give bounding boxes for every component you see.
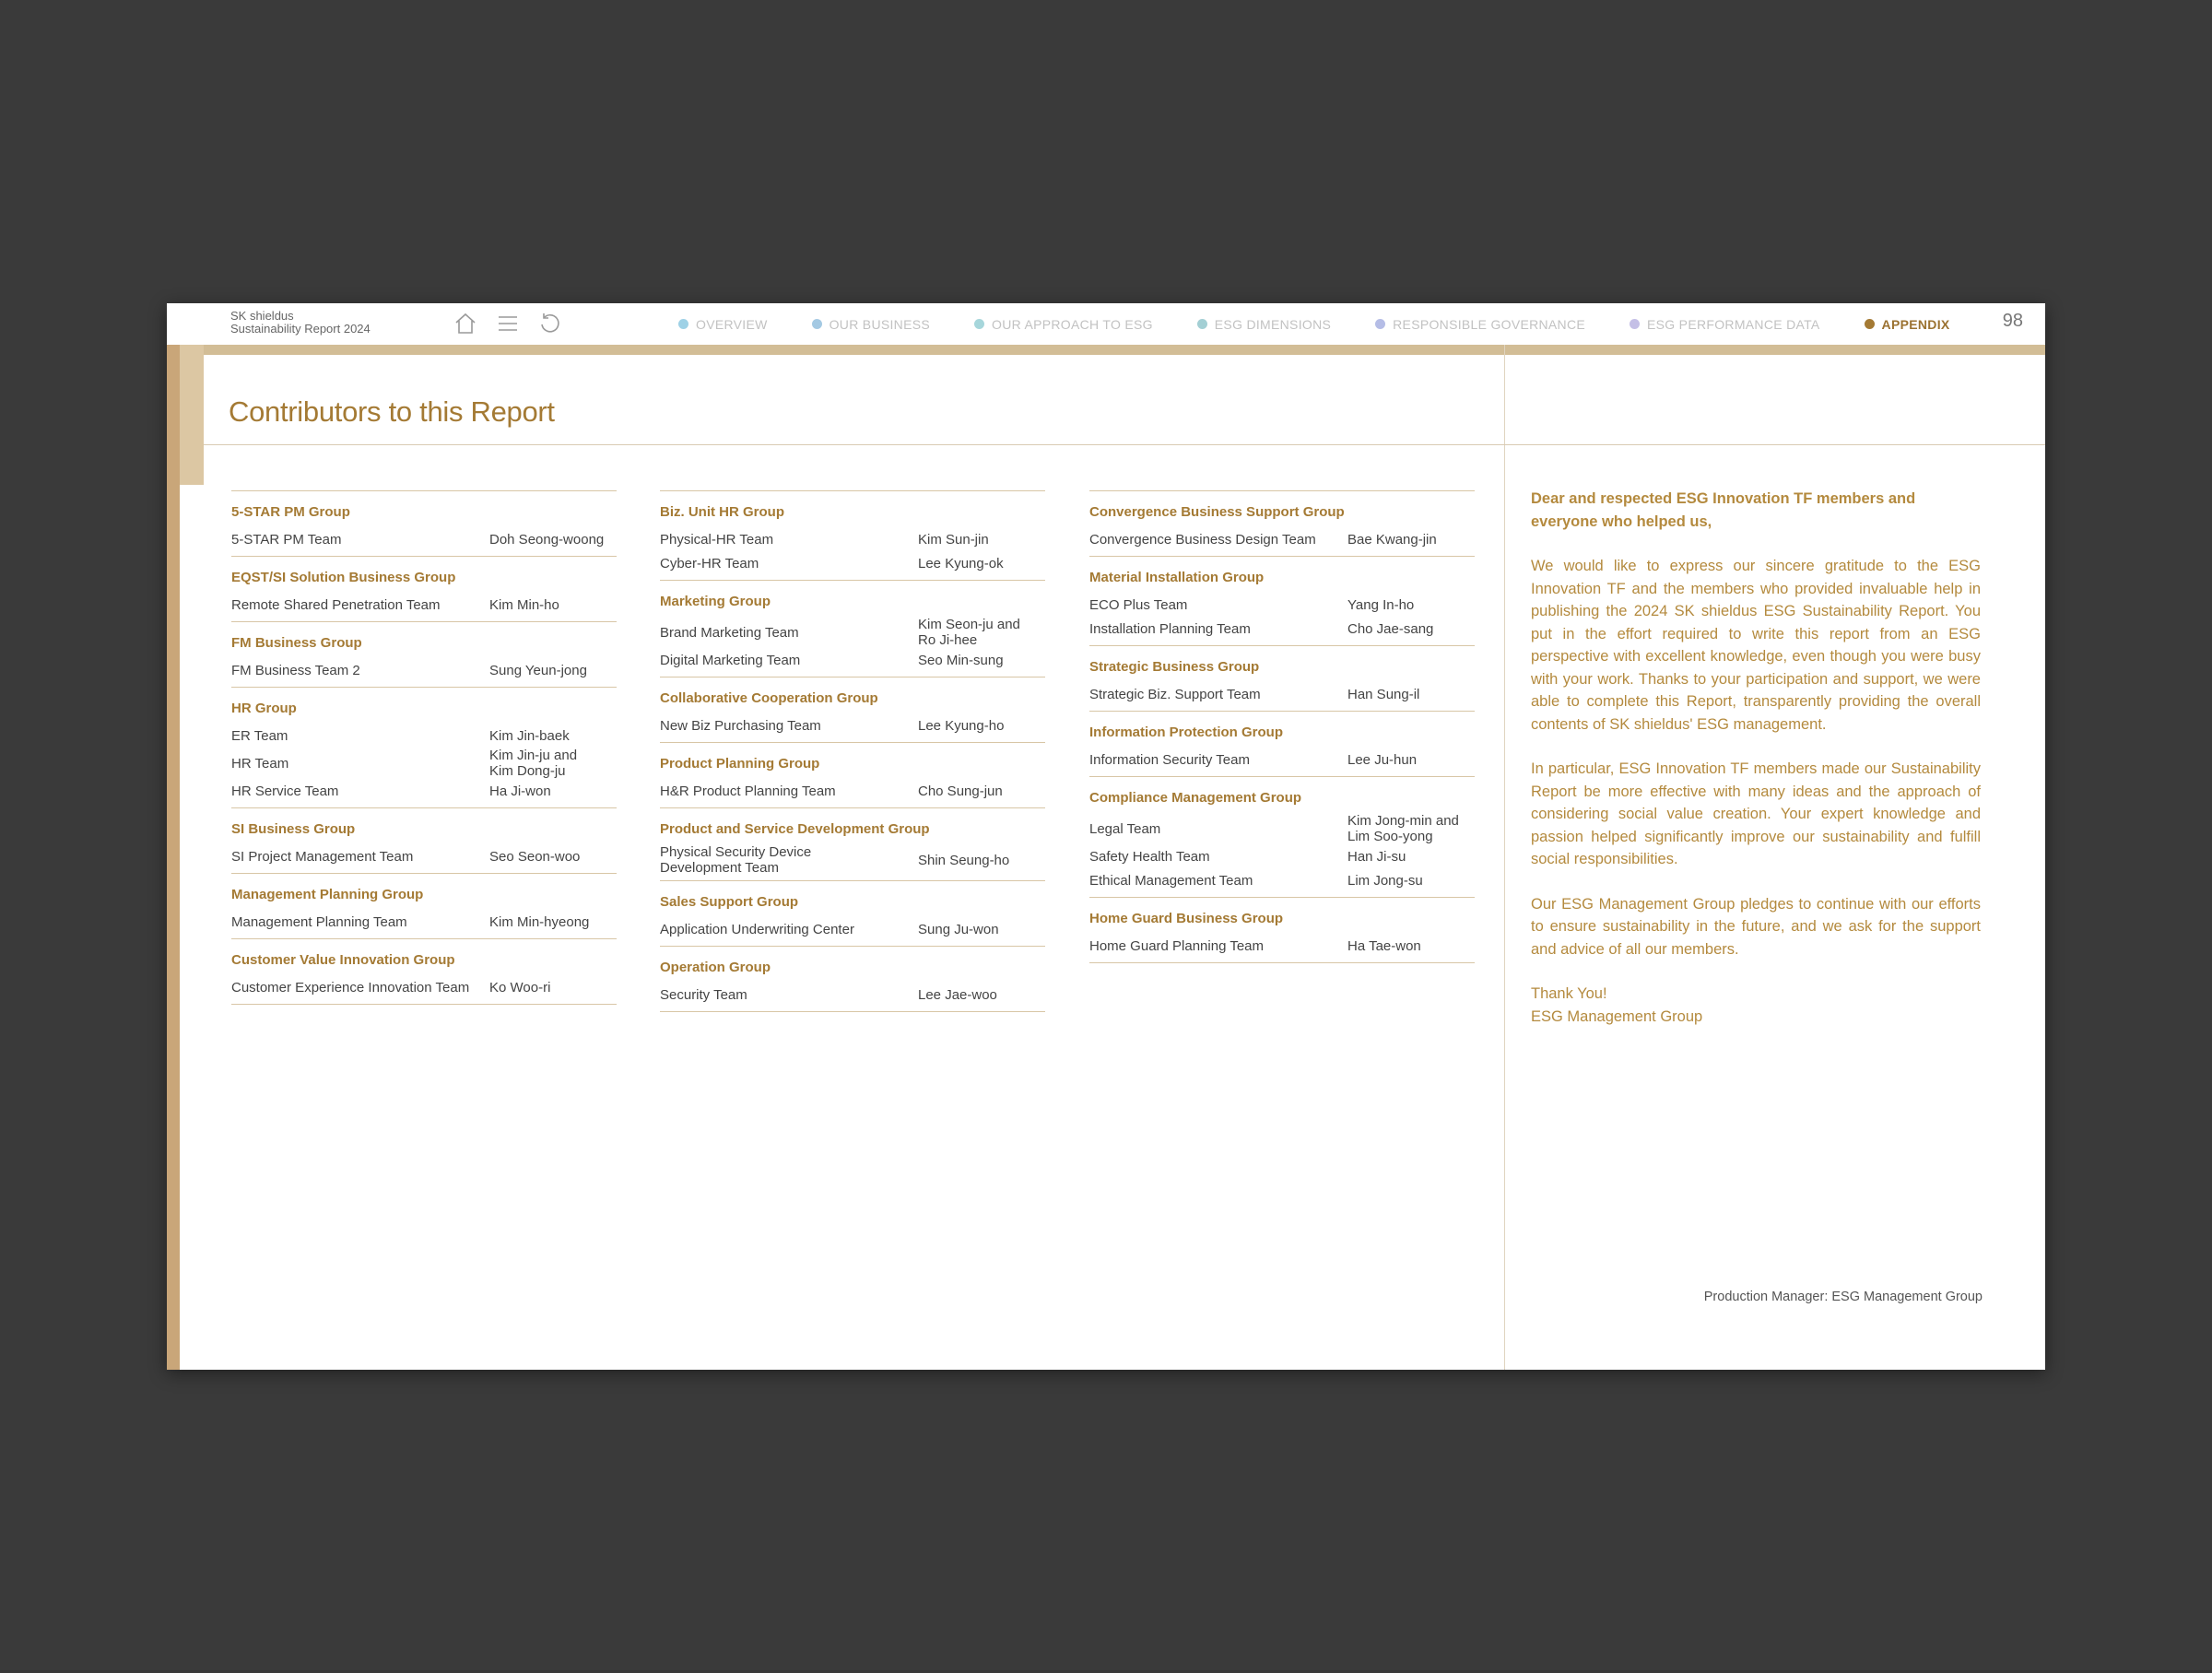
message-greeting: Dear and respected ESG Innovation TF members and everyone who helped us, [1531,490,1916,530]
contributor-name: Kim Jin-ju and Kim Dong-ju [489,748,578,779]
team-name: FM Business Team 2 [231,662,360,678]
menu-dot-icon [1865,319,1875,329]
team-name: Brand Marketing Team [660,624,799,641]
menu-item-label: ESG DIMENSIONS [1214,316,1332,332]
contributor-name: Sung Ju-won [918,921,999,937]
group-name: Biz. Unit HR Group [660,504,784,520]
contributor-row [231,593,617,617]
group-name: Sales Support Group [660,894,799,910]
contributor-name: Kim Jin-baek [489,727,570,744]
team-name: Installation Planning Team [1089,620,1251,637]
group-name: Marketing Group [660,594,771,609]
group-name: Product Planning Group [660,756,820,772]
team-name: Legal Team [1089,820,1161,837]
menu-dot-icon [678,319,688,329]
group-name: Convergence Business Support Group [1089,504,1345,520]
contributor-row [660,844,1045,876]
contributor-group [1089,776,1475,897]
contributor-name: Cho Sung-jun [918,783,1003,799]
contributor-group [231,556,617,621]
contributor-row [1089,868,1475,892]
contributor-row [231,527,617,551]
group-name: Product and Service Development Group [660,821,930,837]
menu-item-label: OUR BUSINESS [829,316,931,332]
thank-you-message [1531,488,1981,1028]
menu-item-esg-dimensions[interactable] [1197,317,1331,332]
menu-item-overview[interactable] [678,317,768,332]
brand-name: SK shieldus [230,309,294,323]
contributor-name: Yang In-ho [1347,596,1415,613]
report-page [167,303,2045,1370]
team-name: H&R Product Planning Team [660,783,836,799]
menu-icon[interactable] [495,311,521,336]
contributor-name: Seo Min-sung [918,652,1004,668]
team-name: Physical-HR Team [660,531,774,548]
contributor-name: Seo Seon-woo [489,848,581,865]
contributor-name: Shin Seung-ho [918,852,1010,868]
contributor-group [660,580,1045,677]
title-underline [204,444,1505,445]
message-paragraph-2: In particular, ESG Innovation TF members made our Sustainability Report be more effective with many ideas and the approach of considering social value creation. Your expert knowledge and passion helped significantly improve our sustainability and fulfill social responsibilities. [1531,760,1981,867]
contributor-name: Ko Woo-ri [489,979,551,996]
team-name: 5-STAR PM Team [231,531,342,548]
contributor-group [1089,711,1475,776]
contributor-row [231,724,617,748]
team-name: Digital Marketing Team [660,652,801,668]
menu-item-our-business[interactable] [812,317,930,332]
team-name: Home Guard Planning Team [1089,937,1264,954]
group-name: SI Business Group [231,821,356,837]
contributor-group [660,807,1045,880]
nav-icon-group [453,311,563,336]
team-name: Information Security Team [1089,751,1250,768]
contributor-row [231,779,617,803]
group-name: Information Protection Group [1089,725,1283,740]
contributor-row [660,983,1045,1007]
contributor-name: Ha Ji-won [489,783,551,799]
group-name: Operation Group [660,960,771,975]
contributor-name: Sung Yeun-jong [489,662,587,678]
team-name: Strategic Biz. Support Team [1089,686,1261,702]
contributor-row [1089,617,1475,641]
contributor-row [231,658,617,682]
section-menu [678,303,1950,345]
team-name: Safety Health Team [1089,848,1210,865]
contributor-row [660,551,1045,575]
group-name: FM Business Group [231,635,362,651]
group-name: Customer Value Innovation Group [231,952,455,968]
contributor-name: Doh Seong-woong [489,531,605,548]
contributor-name: Han Sung-il [1347,686,1420,702]
contributor-row [660,917,1045,941]
group-name: Management Planning Group [231,887,424,902]
team-name: Customer Experience Innovation Team [231,979,470,996]
group-name: Compliance Management Group [1089,790,1302,806]
contributor-group [231,490,617,556]
team-name: HR Team [231,755,289,772]
team-name: Security Team [660,986,747,1003]
column-divider [1504,345,1505,1370]
contributor-row [660,527,1045,551]
left-accent-strip [167,345,180,1370]
report-name: Sustainability Report 2024 [230,322,371,336]
team-name: ECO Plus Team [1089,596,1188,613]
contributor-name: Kim Min-hyeong [489,913,590,930]
menu-item-label: APPENDIX [1881,316,1950,332]
team-name: Application Underwriting Center [660,921,854,937]
message-paragraph-1: We would like to express our sincere gratitude to the ESG Innovation TF and the members who provided invaluable help in publishing the 2024 SK shieldus ESG Sustainability Report. You put in the effort required to write this report from an ESG perspective with excellent knowledge, even though you were busy with your work. Thanks to your participation and support, we were able to complete this Report, transparently providing the overall contents of SK shieldus' ESG management. [1531,558,1981,733]
contributors-column-1 [231,490,617,1005]
contributor-name: Lee Kyung-ho [918,717,1005,734]
contributor-row [231,844,617,868]
contributors-column-3 [1089,490,1475,963]
contributor-group [231,807,617,873]
contributor-group [1089,645,1475,711]
brand-label [230,310,371,336]
contributor-name: Kim Jong-min and Lim Soo-yong [1347,813,1459,844]
team-name: Ethical Management Team [1089,872,1253,889]
contributor-name: Lee Jae-woo [918,986,997,1003]
contributor-row [660,713,1045,737]
contributor-row [660,617,1045,648]
team-name: SI Project Management Team [231,848,414,865]
menu-dot-icon [1197,319,1207,329]
team-name: Management Planning Team [231,913,407,930]
contributor-row [1089,934,1475,958]
group-name: 5-STAR PM Group [231,504,350,520]
contributor-group [231,938,617,1005]
group-name: EQST/SI Solution Business Group [231,570,456,585]
team-name: HR Service Team [231,783,339,799]
contributor-name: Ha Tae-won [1347,937,1421,954]
team-name: Convergence Business Design Team [1089,531,1316,548]
contributor-row [1089,813,1475,844]
page-number: 98 [2002,311,2023,331]
header-band [167,345,2045,355]
contributor-name: Lim Jong-su [1347,872,1423,889]
top-navigation-bar [167,303,2045,345]
contributor-name: Lee Kyung-ok [918,555,1004,571]
team-name: Cyber-HR Team [660,555,759,571]
group-name: HR Group [231,701,297,716]
contributor-row [231,748,617,779]
menu-item-label: ESG PERFORMANCE DATA [1647,316,1820,332]
contributor-group [660,490,1045,580]
contributor-row [1089,527,1475,551]
contributors-column-2 [660,490,1045,1012]
contributor-name: Bae Kwang-jin [1347,531,1437,548]
menu-item-our-approach-to-esg[interactable] [974,317,1153,332]
back-icon[interactable] [537,311,563,336]
menu-dot-icon [1375,319,1385,329]
contributor-name: Kim Seon-ju and Ro Ji-hee [918,617,1020,648]
contributor-name: Kim Min-ho [489,596,559,613]
menu-item-label: OUR APPROACH TO ESG [992,316,1153,332]
contributor-row [660,648,1045,672]
contributor-name: Cho Jae-sang [1347,620,1434,637]
contributor-row [1089,844,1475,868]
contributor-group [660,880,1045,946]
home-icon[interactable] [453,311,478,336]
menu-dot-icon [974,319,984,329]
contributor-group [660,946,1045,1012]
contributor-group [660,742,1045,807]
contributor-row [1089,748,1475,772]
team-name: New Biz Purchasing Team [660,717,821,734]
team-name: ER Team [231,727,288,744]
contributor-name: Kim Sun-jin [918,531,989,548]
message-paragraph-3: Our ESG Management Group pledges to continue with our efforts to ensure sustainability in the future, and we ask for the support and advice of all our members. [1531,895,1981,958]
group-name: Material Installation Group [1089,570,1265,585]
menu-item-label: OVERVIEW [696,316,768,332]
left-accent-block [180,345,204,485]
contributor-row [1089,682,1475,706]
contributor-row [231,975,617,999]
contributor-group [660,677,1045,742]
menu-dot-icon [812,319,822,329]
menu-item-appendix[interactable] [1865,317,1950,332]
group-name: Strategic Business Group [1089,659,1260,675]
menu-dot-icon [1630,319,1640,329]
contributor-name: Han Ji-su [1347,848,1406,865]
group-name: Collaborative Cooperation Group [660,690,878,706]
contributor-row [1089,593,1475,617]
menu-item-esg-performance-data[interactable] [1630,317,1820,332]
contributor-group [231,621,617,687]
contributor-name: Lee Ju-hun [1347,751,1418,768]
contributor-row [231,910,617,934]
menu-item-label: RESPONSIBLE GOVERNANCE [1393,316,1586,332]
contributor-group [231,687,617,807]
contributor-row [660,779,1045,803]
contributor-group [231,873,617,938]
team-name: Remote Shared Penetration Team [231,596,441,613]
production-manager-note: Production Manager: ESG Management Group [1703,1290,1983,1304]
contributor-group [1089,490,1475,556]
message-signature: ESG Management Group [1531,1007,1703,1025]
group-name: Home Guard Business Group [1089,911,1284,926]
team-name: Physical Security Device Development Team [660,844,812,876]
message-thanks: Thank You! [1531,985,1607,1002]
contributor-group [1089,897,1475,963]
contributor-group [1089,556,1475,645]
menu-item-responsible-governance[interactable] [1375,317,1585,332]
page-title: Contributors to this Report [229,395,555,428]
right-underline [1505,444,2045,445]
